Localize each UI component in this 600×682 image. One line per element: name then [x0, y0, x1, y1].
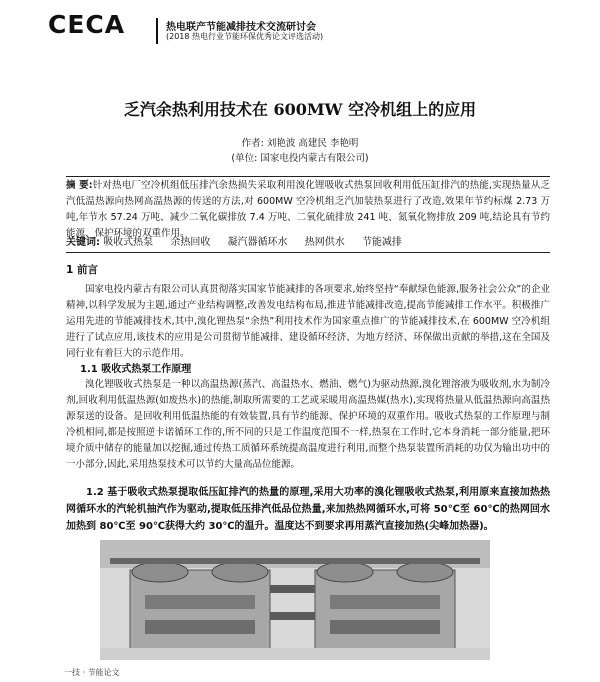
subsection-heading: 1.1 吸收式热泵工作原理: [80, 364, 192, 375]
heat-pump-photo: [100, 540, 490, 660]
abstract-text: 针对热电厂空冷机组低压排汽余热损失采取利用溴化锂吸收式热泵回收利用低压缸排汽的热能,实现热量从乏汽低温热源向热网高温热源的传送的方法,对 600MW 空冷机组乏汽加装热泵进行了改造,效果年节约标煤 2.73 万吨,年节水 57.24 万吨、减少二氧化碳排放 7.4 万吨、二氧化硫排放 241 吨、氮氧化物排放 209 吨,结论具有节约能源、保护环境的双重作用。: [66, 180, 550, 239]
section-1-2-text: 1.2 基于吸收式热泵提取低压缸排汽的热量的原理,采用大功率的溴化锂吸收式热泵,利用原来直接加热热网循环水的汽轮机抽汽作为驱动,提取低压排汽低品位热量,来加热热网循环水,可将 50℃至 60℃的热网回水加热到 80℃至 90℃获得大约 30℃的温升。温度达不到要求再用蒸汽直接加热(尖峰加热器)。: [66, 487, 550, 532]
paper-affiliation: (单位: 国家电投内蒙古有限公司): [231, 153, 369, 164]
keyword-item: 余热回收: [170, 237, 211, 248]
intro-paragraph: 国家电投内蒙古有限公司认真贯彻落实国家节能减排的各项要求,始终坚持“奉献绿色能源,服务社会公众”的企业精神,以科学发展为主题,通过产业结构调整,改善发电结构布局,推进节能减排改造,提高节能减排工作水平。积极推广运用先进的节能减排技术,其中,溴化锂热泵“余热”利用技术作为国家重点推广的节能减排技术,在 600MW 空冷机组进行了试点应用,该技术的应用是公司贯彻节能减排、建设循环经济、为地方经济、环保做出贡献的举措,这在全国及同行业有着巨大的示范作用。: [66, 284, 550, 359]
ceca-logo: CECA: [48, 10, 126, 39]
section-paragraph: [66, 377, 550, 473]
abstract-label: 摘 要:: [66, 180, 93, 191]
keywords-bottom-rule: [66, 252, 550, 253]
paper-authors: 作者: 刘艳波 高建民 李艳明: [241, 138, 359, 149]
paper-title: 乏汽余热利用技术在 600MW 空冷机组上的应用: [123, 100, 477, 119]
keyword-item: 节能减排: [361, 237, 402, 248]
keyword-item: 热网供水: [304, 237, 345, 248]
header-divider: [156, 18, 158, 44]
page-footer: 一技 · 节能论文: [64, 668, 120, 677]
organizer-subtitle: (2018 热电行业节能环保优秀论文评选活动): [166, 32, 324, 41]
keyword-item: 凝汽器循环水: [227, 237, 288, 248]
heat-pump-principle-paragraph: 溴化锂吸收式热泵是一种以高温热源(蒸汽、高温热水、燃油、燃气)为驱动热源,溴化锂溶液为吸收剂,水为制冷剂,回收利用低温热源(如废热水)的热能,制取所需要的工艺或采暖用高温热媒(热水),实现将热量从低温热源向高温热源泵送的设备。是回收利用低温热能的有效装置,具有节约能源、保护环境的双重作用。吸收式热泵的工作原理与制冷机相同,都是按照逆卡诺循环工作的,所不同的只是工作温度范围不一样,热泵在工作时,它本身消耗一部分能量,把环境介质中储存的能量加以挖掘,通过传热工质循环系统提高温度进行利用,而整个热泵装置所消耗的功仅为输出功中的一小部分,因此,采用热泵技术可以节约大量高品位能源。: [66, 379, 550, 470]
keywords: [66, 233, 550, 248]
keyword-item: 吸收式热泵: [103, 237, 154, 248]
keywords-label: 关键词:: [66, 237, 100, 248]
section-1-2-paragraph: [66, 484, 550, 535]
section-heading: 1 前言: [66, 264, 98, 276]
section-paragraph: [66, 282, 550, 362]
organizer-name: 热电联产节能减排技术交流研讨会: [166, 22, 316, 33]
conference-header: [48, 10, 568, 50]
abstract-top-rule: [66, 176, 550, 177]
